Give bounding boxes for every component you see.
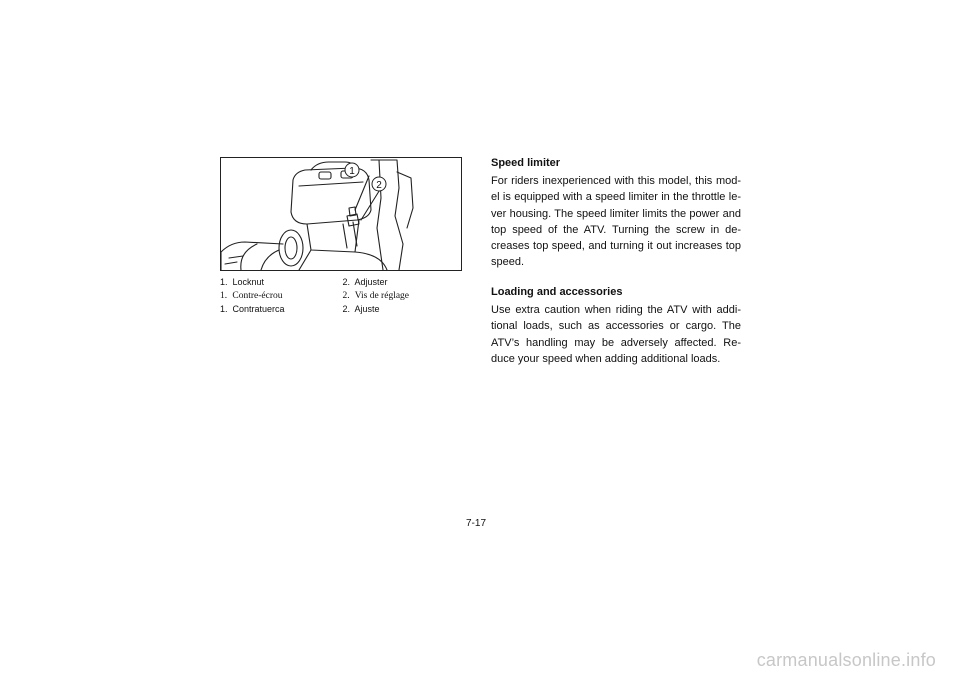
- legend-row-english: [220, 276, 465, 290]
- illustration-drawing: [221, 158, 461, 270]
- section-speed-limiter: [491, 155, 741, 270]
- watermark-text: carmanualsonline.info: [756, 650, 936, 670]
- legend-row-spanish: [220, 303, 465, 317]
- legend-num: 2.: [342, 290, 350, 301]
- legend-label-contre-ecrou: Contre-écrou: [232, 290, 283, 301]
- section-body: For riders inexperienced with this model, this mod-el is equipped with a speed limiter in the throttle le-ver housing. The speed limiter limits the power and top speed of the ATV. Turning the screw in de-creases top speed, and turning it out increases top speed.: [491, 175, 741, 269]
- legend-label-ajuste: Ajuste: [354, 304, 380, 314]
- legend-num: 2.: [342, 304, 351, 314]
- section-heading: Speed limiter: [491, 157, 561, 169]
- section-body: Use extra caution when riding the ATV with addi-tional loads, such as accessories or cargo. The ATV’s handling may be adversely affected. Re-duce your speed when adding additional loads.: [491, 304, 741, 365]
- legend-label-vis-de-reglage: Vis de réglage: [354, 290, 410, 301]
- legend-num: 2.: [342, 277, 351, 287]
- legend-label-contratuerca: Contratuerca: [232, 304, 285, 314]
- legend-label-adjuster: Adjuster: [354, 277, 388, 287]
- callout-adjuster: [372, 177, 386, 191]
- section-loading-accessories: [491, 284, 741, 367]
- throttle-housing-illustration: [220, 157, 462, 271]
- page-number: 7-17: [466, 518, 487, 529]
- legend-row-french: [220, 290, 465, 304]
- callout-locknut: [345, 163, 359, 177]
- legend-num: 1.: [220, 304, 228, 314]
- legend-num: 1.: [220, 290, 228, 301]
- section-heading: Loading and accessories: [491, 286, 623, 298]
- figure-legend: [220, 276, 465, 317]
- svg-text:2: 2: [376, 180, 382, 191]
- legend-label-locknut: Locknut: [232, 277, 265, 287]
- legend-num: 1.: [220, 277, 228, 287]
- svg-text:1: 1: [349, 166, 355, 177]
